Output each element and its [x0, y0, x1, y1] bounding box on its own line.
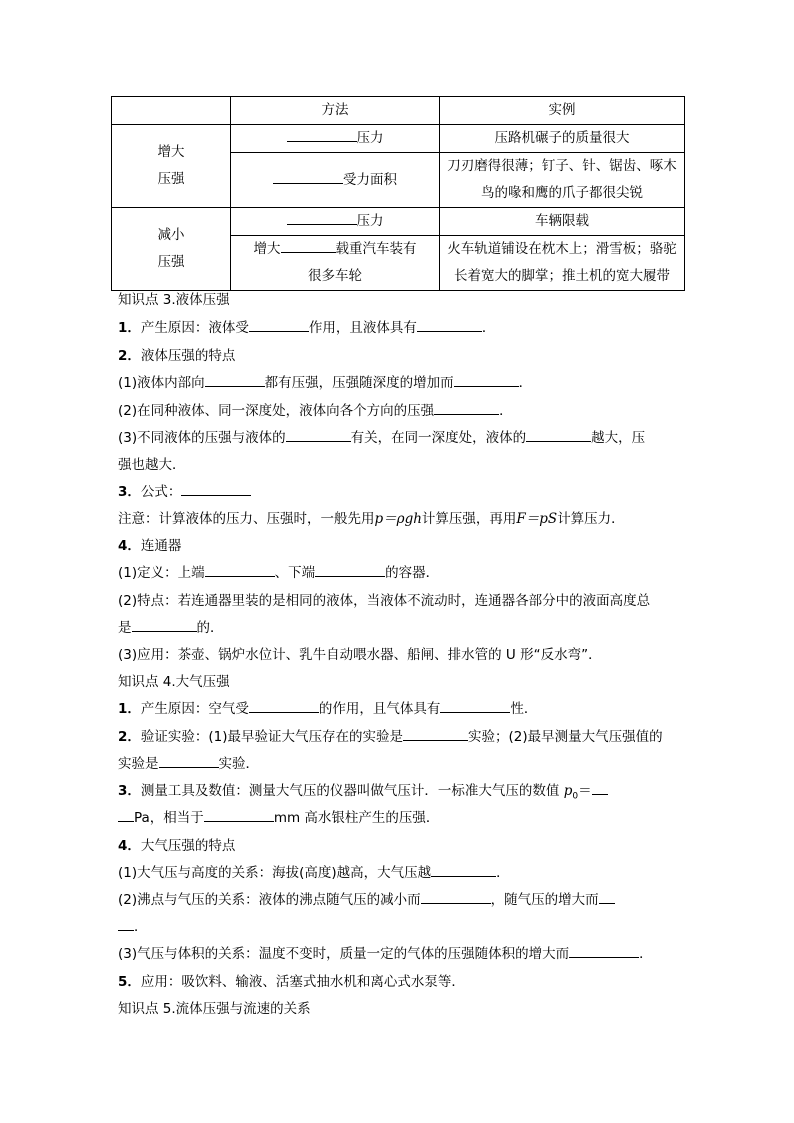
paragraph: (3)气压与体积的关系：温度不变时，质量一定的气体的压强随体积的增大而 ．	[118, 946, 653, 962]
answer-blank[interactable]	[403, 728, 468, 741]
method-text: 压力	[356, 130, 384, 146]
answer-blank[interactable]	[421, 891, 491, 904]
paragraph: 1．产生原因：空气受 的作用，且气体具有 性．	[118, 701, 538, 717]
answer-blank[interactable]	[569, 945, 639, 958]
paragraph: (3)不同液体的压强与液体的 有关，在同一深度处，液体的 越大，压	[118, 430, 646, 446]
paragraph: 1．产生原因：液体受 作用，且液体具有 ．	[118, 320, 496, 336]
paragraph: 2．验证实验：(1)最早验证大气压存在的实验是 实验；(2)最早测量大气压强值的	[118, 729, 663, 745]
answer-blank[interactable]	[431, 864, 496, 877]
group-label: 增大	[157, 144, 185, 160]
paragraph: (1)大气压与高度的关系：海拔(高度)越高，大气压越 ．	[118, 865, 510, 881]
answer-blank[interactable]	[286, 429, 351, 442]
paragraph: 2．液体压强的特点	[118, 348, 236, 364]
method-cell	[231, 236, 440, 291]
method-text: 很多车轮	[308, 268, 362, 284]
answer-blank[interactable]	[287, 129, 357, 142]
paragraph: 注意：计算液体的压力、压强时，一般先用p＝ρgh计算压强，再用F＝pS计算压力．	[118, 511, 625, 527]
table-row	[112, 208, 685, 236]
paragraph: 4．大气压强的特点	[118, 838, 236, 854]
example-cell	[440, 153, 685, 208]
answer-blank[interactable]	[159, 755, 219, 768]
paragraph: (3)应用：茶壶、锅炉水位计、乳牛自动喂水器、船闸、排水管的 U 形“反水弯”．	[118, 647, 602, 663]
answer-blank[interactable]	[315, 564, 385, 577]
group-label: 压强	[157, 171, 185, 187]
answer-blank[interactable]	[440, 700, 510, 713]
section-title-k3: 知识点 3.液体压强	[118, 292, 230, 308]
answer-blank[interactable]	[249, 319, 309, 332]
method-cell	[231, 153, 440, 208]
method-text: 受力面积	[343, 171, 397, 188]
table-header-cell: 方法	[231, 97, 440, 125]
example-text: 火车轨道铺设在枕木上；滑雪板；骆驼	[447, 241, 677, 257]
table-header-cell: 实例	[440, 97, 685, 125]
example-text: 鸟的喙和鹰的爪子都很尖锐	[481, 185, 643, 201]
answer-blank[interactable]	[454, 374, 519, 387]
answer-blank[interactable]	[204, 809, 274, 822]
method-text: 增大	[253, 241, 281, 257]
section-title-k5: 知识点 5.流体压强与流速的关系	[118, 1001, 311, 1017]
paragraph: (2)特点：若连通器里装的是相同的液体，当液体不流动时，连通器各部分中的液面高度总	[118, 593, 651, 609]
table-header-cell	[112, 97, 231, 125]
answer-blank[interactable]	[287, 212, 357, 225]
paragraph: ．	[118, 917, 678, 937]
example-text: 刀刃磨得很薄；钉子、针、锯齿、啄木	[447, 158, 677, 174]
answer-blank[interactable]	[205, 374, 265, 387]
paragraph: 3．测量工具及数值：测量大气压的仪器叫做气压计．一标准大气压的数值 $p_0=$	[118, 781, 678, 807]
paragraph: (2)沸点与气压的关系：液体的沸点随气压的减小而 ，随气压的增大而	[118, 890, 678, 910]
answer-blank[interactable]	[281, 240, 336, 253]
method-text: 载重汽车装有	[335, 241, 417, 257]
paragraph: 3．公式：	[118, 482, 678, 502]
answer-blank[interactable]	[205, 564, 275, 577]
table-header-row	[112, 97, 685, 125]
group-cell-decrease	[112, 208, 231, 291]
paragraph: 实验是 实验．	[118, 756, 259, 772]
example-text: 长着宽大的脚掌；推土机的宽大履带	[454, 268, 670, 284]
group-cell-increase	[112, 125, 231, 208]
paragraph: 是 的．	[118, 620, 224, 636]
answer-blank[interactable]	[417, 319, 482, 332]
group-label: 减小	[157, 227, 185, 243]
section-title-k4: 知识点 4.大气压强	[118, 674, 230, 690]
paragraph: (2)在同种液体、同一深度处，液体向各个方向的压强 ．	[118, 403, 513, 419]
answer-blank[interactable]	[273, 171, 343, 184]
answer-blank[interactable]	[132, 619, 197, 632]
answer-blank[interactable]	[434, 402, 499, 415]
example-cell	[440, 236, 685, 291]
answer-blank[interactable]	[118, 918, 134, 931]
answer-blank[interactable]	[599, 891, 615, 904]
method-text: 压力	[356, 213, 384, 229]
group-label: 压强	[157, 254, 185, 270]
example-cell: 压路机碾子的质量很大	[440, 125, 685, 153]
method-cell	[231, 125, 440, 153]
paragraph: Pa，相当于 mm 高水银柱产生的压强．	[118, 808, 678, 828]
answer-blank[interactable]	[249, 700, 319, 713]
example-cell: 车辆限载	[440, 208, 685, 236]
paragraph: 5．应用：吸饮料、输液、活塞式抽水机和离心式水泵等．	[118, 974, 465, 990]
paragraph: 强也越大．	[118, 457, 186, 473]
answer-blank[interactable]	[526, 429, 591, 442]
answer-blank[interactable]	[592, 782, 608, 795]
pressure-methods-table	[111, 96, 685, 291]
paragraph: (1)定义：上端 、下端 的容器．	[118, 565, 440, 581]
paragraph: 4．连通器	[118, 538, 182, 554]
answer-blank[interactable]	[181, 483, 251, 496]
paragraph: (1)液体内部向 都有压强，压强随深度的增加而 ．	[118, 375, 533, 391]
method-cell	[231, 208, 440, 236]
answer-blank[interactable]	[118, 809, 134, 822]
table-row	[112, 125, 685, 153]
